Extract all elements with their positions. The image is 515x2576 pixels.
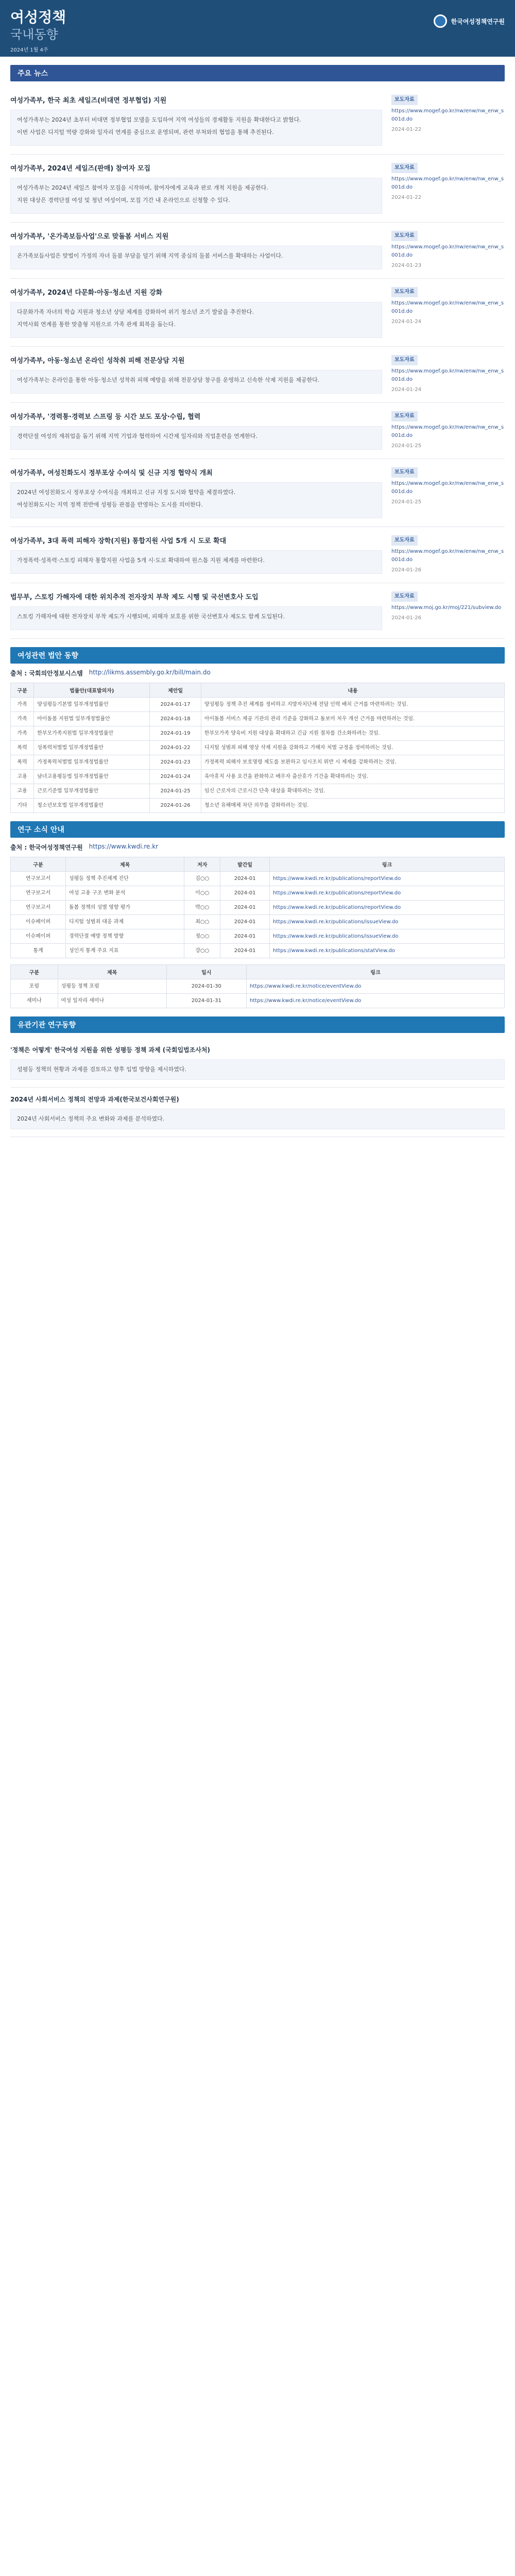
news-paragraph: 다문화가족 자녀의 학습 지원과 청소년 상담 체계를 강화하여 위기 청소년 조기 발굴을 추진한다. [17, 309, 254, 315]
table-row [11, 726, 505, 741]
news-item [10, 279, 505, 347]
related-list [10, 1038, 505, 1137]
news-source [391, 591, 505, 630]
news-title[interactable]: 여성가족부, 2024년 다문화·아동·청소년 지원 강화 [10, 289, 163, 297]
law-category: 고용 [11, 784, 34, 799]
law-header-cell: 제안일 [150, 683, 201, 698]
research-author: 박○○ [184, 901, 220, 915]
law-date: 2024-01-26 [150, 799, 201, 813]
research-source [10, 843, 505, 852]
table-row [11, 994, 505, 1008]
news-paragraph: 여성가족부는 온라인을 통한 아동·청소년 성착취 피해 예방을 위해 전문상담 창구를 운영하고 신속한 삭제 지원을 제공한다. [17, 377, 320, 383]
law-content: 한부모가족 양육비 지원 대상을 확대하고 긴급 지원 절차를 간소화하려는 것임. [201, 726, 504, 741]
news-paragraph: 2024년 여성친화도시 정부포상 수여식을 개최하고 신규 지정 도시와 협약을 체결하였다. [17, 489, 236, 496]
news-source [391, 535, 505, 574]
law-source [10, 669, 505, 677]
event-table-header [11, 965, 505, 979]
news-date: 2024-01-24 [391, 319, 422, 325]
news-item [10, 347, 505, 403]
event-header-cell: 구분 [11, 965, 58, 979]
news-title[interactable]: 여성가족부, 아동·청소년 온라인 성착취 피해 전문상담 지원 [10, 357, 185, 365]
news-body [10, 178, 382, 214]
table-row [11, 770, 505, 784]
news-source-label: 보도자료 [391, 163, 418, 173]
news-source-link[interactable]: https://www.moj.go.kr/moj/221/subview.do [391, 605, 502, 611]
related-body: 2024년 사회서비스 정책의 주요 변화와 과제를 분석하였다. [10, 1109, 505, 1129]
news-date: 2024-01-25 [391, 499, 422, 505]
related-body: 성평등 정책의 현황과 과제를 검토하고 향후 입법 방향을 제시하였다. [10, 1059, 505, 1080]
law-date: 2024-01-23 [150, 755, 201, 770]
news-title[interactable]: 법무부, 스토킹 가해자에 대한 위치추적 전자장치 부착 제도 시행 및 국선변호사 도입 [10, 594, 259, 601]
law-section-title: 여성관련 법안 동향 [10, 647, 505, 664]
law-bill[interactable]: 남녀고용평등법 일부개정법률안 [34, 770, 150, 784]
research-header-cell: 저자 [184, 857, 220, 872]
main-news-section-title: 주요 뉴스 [10, 65, 505, 81]
event-link[interactable]: https://www.kwdi.re.kr/notice/eventView.do [246, 979, 504, 994]
law-bill[interactable]: 양성평등기본법 일부개정법률안 [34, 698, 150, 712]
law-table-header [11, 683, 505, 698]
news-main [10, 535, 382, 574]
law-source-label: 출처 : 국회의안정보시스템 [10, 670, 83, 677]
news-source [391, 95, 505, 146]
logo-mark-icon [434, 14, 447, 28]
table-row [11, 741, 505, 755]
news-item [10, 155, 505, 223]
research-title[interactable]: 여성 고용 구조 변화 분석 [65, 886, 184, 901]
news-source-label: 보도자료 [391, 287, 418, 297]
news-source-label: 보도자료 [391, 535, 418, 546]
news-main [10, 231, 382, 270]
news-body [10, 246, 382, 269]
news-source-link[interactable]: https://www.mogef.go.kr/nw/enw/nw_enw_s001d.do [391, 368, 504, 382]
news-source-label: 보도자료 [391, 591, 418, 602]
research-category: 이슈페이퍼 [11, 915, 66, 929]
table-row [11, 799, 505, 813]
law-table-body [11, 698, 505, 813]
table-row [11, 698, 505, 712]
news-date: 2024-01-26 [391, 567, 422, 573]
research-source-link[interactable]: https://www.kwdi.re.kr [89, 843, 159, 850]
news-date: 2024-01-26 [391, 615, 422, 621]
research-title[interactable]: 디지털 성범죄 대응 과제 [65, 915, 184, 929]
related-title[interactable]: 2024년 사회서비스 정책의 전망과 과제(한국보건사회연구원) [10, 1096, 179, 1103]
law-content: 가정폭력 피해자 보호명령 제도를 보완하고 임시조치 위반 시 제재를 강화하려는 것임. [201, 755, 504, 770]
research-link[interactable]: https://www.kwdi.re.kr/publications/reportView.do [269, 872, 504, 886]
news-source-link[interactable]: https://www.mogef.go.kr/nw/enw/nw_enw_s001d.do [391, 176, 504, 190]
law-date: 2024-01-25 [150, 784, 201, 799]
news-body [10, 110, 382, 146]
header-title: 여성정책 [10, 9, 66, 26]
news-paragraph: 경력단절 여성의 재취업을 돕기 위해 지역 기업과 협력하여 시간제 일자리와 직업훈련을 연계한다. [17, 433, 258, 439]
research-link[interactable]: https://www.kwdi.re.kr/publications/reportView.do [269, 901, 504, 915]
news-body [10, 606, 382, 630]
news-main [10, 411, 382, 450]
research-date: 2024-01 [220, 915, 270, 929]
table-row [11, 944, 505, 958]
law-bill[interactable]: 성폭력처벌법 일부개정법률안 [34, 741, 150, 755]
news-source-link[interactable]: https://www.mogef.go.kr/nw/enw/nw_enw_s001d.do [391, 425, 504, 438]
research-table-header [11, 857, 505, 872]
research-date: 2024-01 [220, 872, 270, 886]
related-title[interactable]: '정책은 어떻게' 한국여성 지원을 위한 성평등 정책 과제 (국회입법조사처) [10, 1046, 210, 1054]
law-bill[interactable]: 청소년보호법 일부개정법률안 [34, 799, 150, 813]
news-date: 2024-01-22 [391, 195, 422, 200]
related-section-title: 유관기관 연구동향 [10, 1016, 505, 1033]
law-date: 2024-01-19 [150, 726, 201, 741]
news-source-label: 보도자료 [391, 411, 418, 421]
news-source-label: 보도자료 [391, 231, 418, 241]
research-author: 김○○ [184, 872, 220, 886]
event-table [10, 964, 505, 1008]
news-source [391, 231, 505, 270]
news-body [10, 550, 382, 574]
law-date: 2024-01-17 [150, 698, 201, 712]
news-title[interactable]: 여성가족부, 3대 폭력 피해자 장학(지원) 통합지원 사업 5개 시 도로 확대 [10, 537, 227, 545]
research-header-cell: 링크 [269, 857, 504, 872]
news-main [10, 95, 382, 146]
law-table [10, 683, 505, 813]
law-bill[interactable]: 근로기준법 일부개정법률안 [34, 784, 150, 799]
research-author: 이○○ [184, 886, 220, 901]
news-source [391, 163, 505, 214]
news-item [10, 223, 505, 279]
research-date: 2024-01 [220, 901, 270, 915]
event-date: 2024-01-31 [166, 994, 246, 1008]
table-row [11, 979, 505, 994]
law-category: 고용 [11, 770, 34, 784]
news-source-link[interactable]: https://www.mogef.go.kr/nw/enw/nw_enw_s001d.do [391, 300, 504, 314]
event-category: 세미나 [11, 994, 58, 1008]
news-source [391, 411, 505, 450]
news-source-label: 보도자료 [391, 95, 418, 105]
event-header-cell: 일시 [166, 965, 246, 979]
research-link[interactable]: https://www.kwdi.re.kr/publications/reportView.do [269, 886, 504, 901]
news-list [0, 87, 515, 639]
related-item [10, 1088, 505, 1137]
law-content: 청소년 유해매체 차단 의무를 강화하려는 것임. [201, 799, 504, 813]
research-category: 연구보고서 [11, 901, 66, 915]
law-bill[interactable]: 가정폭력처벌법 일부개정법률안 [34, 755, 150, 770]
law-date: 2024-01-18 [150, 712, 201, 726]
research-link[interactable]: https://www.kwdi.re.kr/publications/statView.do [269, 944, 504, 958]
news-item [10, 459, 505, 527]
news-paragraph: 지역사회 연계를 통한 맞춤형 지원으로 가족 관계 회복을 돕는다. [17, 321, 176, 328]
news-date: 2024-01-24 [391, 387, 422, 393]
news-item [10, 527, 505, 583]
research-category: 이슈페이퍼 [11, 929, 66, 944]
news-item [10, 403, 505, 459]
news-paragraph: 온가족보듬사업은 맞벌이 가정의 자녀 돌봄 부담을 덜기 위해 지역 중심의 돌봄 서비스를 확대하는 사업이다. [17, 252, 283, 259]
related-item [10, 1038, 505, 1088]
law-content: 양성평등 정책 추진 체계를 정비하고 지방자치단체 전담 인력 배치 근거를 마련하려는 것임. [201, 698, 504, 712]
law-date: 2024-01-24 [150, 770, 201, 784]
news-item [10, 87, 505, 155]
research-author: 정○○ [184, 929, 220, 944]
news-paragraph: 여성가족부는 2024년 초부터 비대면 정부협업 모델을 도입하여 지역 여성들의 경제활동 지원을 확대한다고 밝혔다. [17, 116, 301, 123]
event-header-cell: 제목 [58, 965, 166, 979]
org-logo [434, 14, 505, 28]
news-paragraph: 여성가족부는 2024년 세일즈 참여자 모집을 시작하며, 참여자에게 교육과 판로 개척 지원을 제공한다. [17, 184, 268, 191]
news-body [10, 302, 382, 338]
news-body [10, 482, 382, 518]
law-date: 2024-01-22 [150, 741, 201, 755]
research-source-label: 출처 : 한국여성정책연구원 [10, 844, 83, 851]
research-title[interactable]: 돌봄 정책의 성별 영향 평가 [65, 901, 184, 915]
news-source-label: 보도자료 [391, 467, 418, 478]
research-category: 연구보고서 [11, 872, 66, 886]
news-title[interactable]: 여성가족부, 한국 최초 세일즈(비대면 정부협업) 지원 [10, 97, 167, 105]
research-title[interactable]: 경력단절 예방 정책 방향 [65, 929, 184, 944]
research-section-title: 연구 소식 안내 [10, 821, 505, 838]
law-source-link[interactable]: http://likms.assembly.go.kr/bill/main.do [89, 669, 211, 676]
law-bill[interactable]: 한부모가족지원법 일부개정법률안 [34, 726, 150, 741]
issue-date: 2024년 1월 4주 [10, 47, 48, 53]
news-paragraph: 가정폭력·성폭력·스토킹 피해자 통합지원 사업을 5개 시·도로 확대하여 원스톱 지원 체계를 마련한다. [17, 557, 265, 564]
news-date: 2024-01-25 [391, 443, 422, 449]
event-table-body [11, 979, 505, 1008]
law-category: 가족 [11, 726, 34, 741]
research-table [10, 857, 505, 958]
news-body [10, 370, 382, 394]
news-source [391, 287, 505, 338]
event-link[interactable]: https://www.kwdi.re.kr/notice/eventView.do [246, 994, 504, 1008]
news-source [391, 355, 505, 394]
law-header-cell: 구분 [11, 683, 34, 698]
news-date: 2024-01-23 [391, 263, 422, 268]
news-main [10, 591, 382, 630]
research-author: 최○○ [184, 915, 220, 929]
news-title[interactable]: 여성가족부, 여성친화도시 정부포상 수여식 및 신규 지정 협약식 개최 [10, 469, 213, 477]
research-header-cell: 제목 [65, 857, 184, 872]
event-category: 포럼 [11, 979, 58, 994]
news-body [10, 426, 382, 450]
news-source [391, 467, 505, 518]
news-paragraph: 지원 대상은 경력단절 여성 및 청년 여성이며, 모집 기간 내 온라인으로 신청할 수 있다. [17, 197, 230, 204]
law-bill[interactable]: 아이돌봄 지원법 일부개정법률안 [34, 712, 150, 726]
news-source-link[interactable]: https://www.mogef.go.kr/nw/enw/nw_enw_s001d.do [391, 549, 504, 563]
news-title[interactable]: 여성가족부, 2024년 세일즈(판매) 참여자 모집 [10, 165, 151, 173]
news-main [10, 467, 382, 518]
table-row [11, 929, 505, 944]
logo-text: 한국여성정책연구원 [451, 18, 505, 25]
law-category: 기타 [11, 799, 34, 813]
news-paragraph: 스토킹 가해자에 대한 전자장치 부착 제도가 시행되며, 피해자 보호를 위한 국선변호사 제도도 함께 도입된다. [17, 613, 285, 620]
news-source-link[interactable]: https://www.mogef.go.kr/nw/enw/nw_enw_s001d.do [391, 481, 504, 495]
research-category: 통계 [11, 944, 66, 958]
research-header-cell: 구분 [11, 857, 66, 872]
news-main [10, 355, 382, 394]
law-content: 임신 근로자의 근로시간 단축 대상을 확대하려는 것임. [201, 784, 504, 799]
research-date: 2024-01 [220, 886, 270, 901]
news-source-link[interactable]: https://www.mogef.go.kr/nw/enw/nw_enw_s001d.do [391, 244, 504, 258]
law-category: 가족 [11, 712, 34, 726]
research-date: 2024-01 [220, 944, 270, 958]
research-header-cell: 발간일 [220, 857, 270, 872]
research-category: 연구보고서 [11, 886, 66, 901]
event-header-cell: 링크 [246, 965, 504, 979]
table-row [11, 915, 505, 929]
law-content: 아이돌봄 서비스 제공 기관의 관리 기준을 강화하고 돌보미 처우 개선 근거를 마련하려는 것임. [201, 712, 504, 726]
header [0, 0, 515, 57]
news-title[interactable]: 여성가족부, '온가족보듬사업'으로 맞돌봄 서비스 지원 [10, 233, 169, 241]
news-item [10, 583, 505, 639]
news-source-label: 보도자료 [391, 355, 418, 365]
event-title[interactable]: 성평등 정책 포럼 [58, 979, 166, 994]
law-category: 가족 [11, 698, 34, 712]
news-title[interactable]: 여성가족부, '경력통·경력보 스프링 등 시간 보도 포상·수립, 협력 [10, 413, 201, 421]
research-link[interactable]: https://www.kwdi.re.kr/publications/issueView.do [269, 929, 504, 944]
news-paragraph: 이번 사업은 디지털 역량 강화와 일자리 연계를 중심으로 운영되며, 관련 부처와의 협업을 통해 추진된다. [17, 129, 274, 135]
table-row [11, 784, 505, 799]
law-content: 육아휴직 사용 요건을 완화하고 배우자 출산휴가 기간을 확대하려는 것임. [201, 770, 504, 784]
table-row [11, 755, 505, 770]
law-category: 폭력 [11, 755, 34, 770]
research-date: 2024-01 [220, 929, 270, 944]
table-row [11, 712, 505, 726]
research-author: 강○○ [184, 944, 220, 958]
law-category: 폭력 [11, 741, 34, 755]
law-content: 디지털 성범죄 피해 영상 삭제 지원을 강화하고 가해자 처벌 규정을 정비하려는 것임. [201, 741, 504, 755]
news-date: 2024-01-22 [391, 127, 422, 132]
event-date: 2024-01-30 [166, 979, 246, 994]
research-link[interactable]: https://www.kwdi.re.kr/publications/issueView.do [269, 915, 504, 929]
news-main [10, 163, 382, 214]
news-paragraph: 여성친화도시는 지역 정책 전반에 성평등 관점을 반영하는 도시를 의미한다. [17, 501, 203, 508]
research-title[interactable]: 성인지 통계 주요 지표 [65, 944, 184, 958]
table-row [11, 872, 505, 886]
law-header-cell: 법률안(대표발의자) [34, 683, 150, 698]
event-title[interactable]: 여성 일자리 세미나 [58, 994, 166, 1008]
header-subtitle: 국내동향 [10, 27, 58, 42]
news-main [10, 287, 382, 338]
research-table-body [11, 872, 505, 958]
research-title[interactable]: 성평등 정책 추진체계 진단 [65, 872, 184, 886]
news-source-link[interactable]: https://www.mogef.go.kr/nw/enw/nw_enw_s001d.do [391, 108, 504, 122]
law-header-cell: 내용 [201, 683, 504, 698]
table-row [11, 886, 505, 901]
table-row [11, 901, 505, 915]
